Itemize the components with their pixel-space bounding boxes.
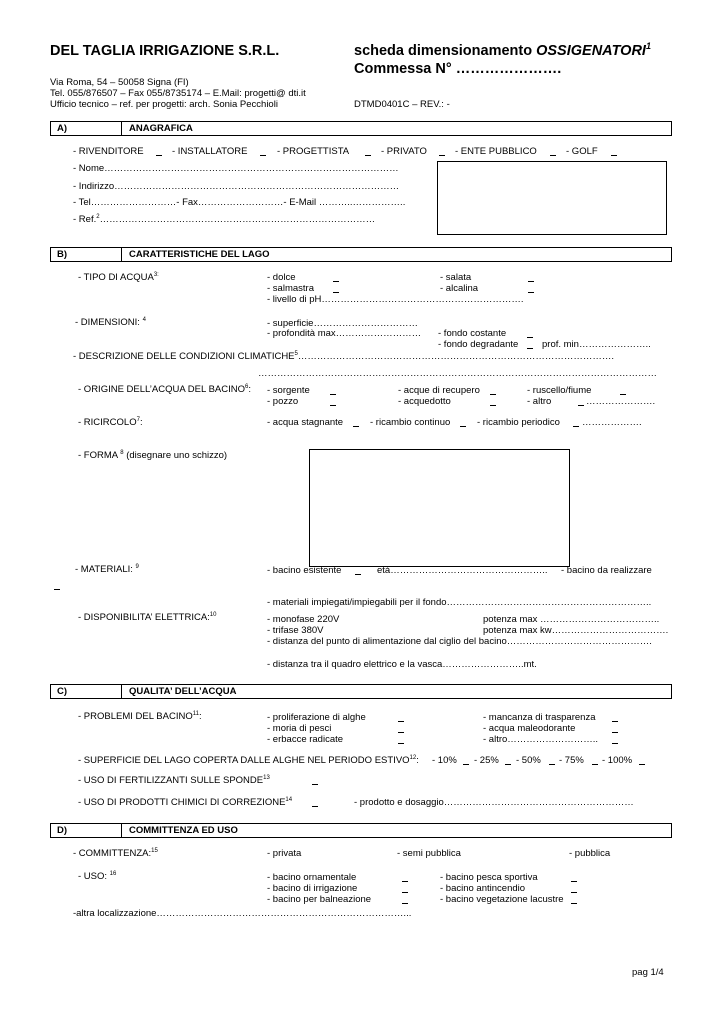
committenza-label: - COMMITTENZA:$^{15}$ — [73, 847, 158, 859]
checkbox-10[interactable] — [463, 758, 469, 765]
option-fondo-costante: - fondo costante — [438, 328, 507, 339]
checkbox-altro-origine[interactable] — [578, 399, 584, 406]
field-prof-min[interactable]: prof. min………………….. — [542, 339, 651, 350]
option-10: - 10% — [432, 755, 457, 766]
option-privata[interactable]: - privata — [267, 848, 302, 859]
checkbox-erbacce[interactable] — [398, 737, 404, 744]
checkbox-50[interactable] — [549, 758, 555, 765]
checkbox-bacino-pesca[interactable] — [571, 875, 577, 882]
option-altro-origine: - altro — [527, 396, 552, 407]
field-superficie[interactable]: - superficie…………………………… — [267, 318, 418, 329]
form-title: scheda dimensionamento OSSIGENATORI$^1$ — [354, 41, 651, 59]
checkbox-75[interactable] — [592, 758, 598, 765]
role-golf: - GOLF — [566, 146, 598, 157]
option-ricambio-periodico: - ricambio periodico — [477, 417, 560, 428]
section-a-header: A) ANAGRAFICA — [50, 121, 672, 136]
dimensioni-label: - DIMENSIONI: $^4$ — [75, 316, 146, 328]
option-ruscello: - ruscello/fiume — [527, 385, 592, 396]
option-semi-pubblica[interactable]: - semi pubblica — [397, 848, 461, 859]
option-bacino-pesca: - bacino pesca sportiva — [440, 872, 538, 883]
option-fondo-degradante: - fondo degradante — [438, 339, 519, 350]
role-privato: - PRIVATO — [381, 146, 427, 157]
checkbox-bacino-esistente[interactable] — [355, 568, 361, 575]
option-proliferazione-alghe: - proliferazione di alghe — [267, 712, 366, 723]
checkbox-acquedotto[interactable] — [490, 399, 496, 406]
field-profondita-max[interactable]: - profondità max……………………… — [267, 328, 422, 339]
forma-label: - FORMA $^8$ (disegnare uno schizzo) — [78, 449, 228, 461]
uso-label: - USO: $^{16}$ — [78, 870, 117, 882]
checkbox-100[interactable] — [639, 758, 645, 765]
elettrica-label: - DISPONIBILITA’ ELETTRICA:$^{10}$ — [78, 611, 217, 623]
fertilizzanti-label: - USO DI FERTILIZZANTI SULLE SPONDE$^{13}$ — [78, 774, 270, 786]
superficie-alghe-label: - SUPERFICIE DEL LAGO COPERTA DALLE ALGHE NEL PERIODO ESTIVO$^{12}$: — [78, 754, 419, 766]
company-address: Via Roma, 54 – 50058 Signa (FI) — [50, 77, 189, 88]
company-contacts: Tel. 055/876507 – Fax 055/8735174 – E.Mail: progetti@ dti.it — [50, 88, 306, 99]
option-25: - 25% — [474, 755, 499, 766]
checkbox-bacino-vegetazione[interactable] — [571, 897, 577, 904]
field-potenza-monofase[interactable]: potenza max ……………………………….. — [483, 614, 660, 625]
field-altra-localizzazione[interactable]: -altra localizzazione……………………………………………………………………... — [73, 908, 412, 919]
tipo-acqua-label: - TIPO DI $ACQUA^{3:}$ — [78, 271, 159, 283]
field-ricircolo[interactable]: ………………. — [582, 417, 642, 428]
checkbox-dolce[interactable] — [333, 275, 339, 282]
checkbox-proliferazione-alghe[interactable] — [398, 715, 404, 722]
option-bacino-irrigazione: - bacino di irrigazione — [267, 883, 358, 894]
checkbox-golf[interactable] — [611, 149, 617, 156]
checkbox-sorgente[interactable] — [330, 388, 336, 395]
field-ref[interactable]: - Ref.$^2$…………………………………………………………………………… — [73, 213, 376, 225]
checkbox-fondo-degradante[interactable] — [527, 342, 533, 349]
option-salmastra: - salmastra — [267, 283, 314, 294]
checkbox-progettista[interactable] — [365, 149, 371, 156]
role-rivenditore: - RIVENDITORE — [73, 146, 144, 157]
option-trifase: - trifase 380V — [267, 625, 324, 636]
option-acquedotto: - acquedotto — [398, 396, 451, 407]
checkbox-ricambio-periodico[interactable] — [573, 420, 579, 427]
checkbox-installatore[interactable] — [260, 149, 266, 156]
option-100: - 100% — [602, 755, 633, 766]
field-prodotto-dosaggio[interactable]: - prodotto e dosaggio…………………………………………………… — [354, 797, 634, 808]
checkbox-acque-recupero[interactable] — [490, 388, 496, 395]
field-tel-fax-email[interactable]: - Tel………………………- Fax………………………- E-Mail ………..…………….. — [73, 197, 406, 208]
checkbox-mancanza-trasparenza[interactable] — [612, 715, 618, 722]
checkbox-bacino-antincendio[interactable] — [571, 886, 577, 893]
page-number: pag 1/4 — [632, 967, 664, 978]
checkbox-rivenditore[interactable] — [156, 149, 162, 156]
option-erbacce: - erbacce radicate — [267, 734, 344, 745]
field-distanza-alimentazione[interactable]: - distanza del punto di alimentazione dal ciglio del bacino………………………………………. — [267, 636, 652, 647]
option-50: - 50% — [516, 755, 541, 766]
field-indirizzo[interactable]: - Indirizzo……………………………………………………………………………… — [73, 181, 400, 192]
option-alcalina: - alcalina — [440, 283, 479, 294]
checkbox-acqua-stagnante[interactable] — [353, 420, 359, 427]
chimici-label: - USO DI PRODOTTI CHIMICI DI CORREZIONE$^{14}$ — [78, 796, 293, 808]
field-nome[interactable]: - Nome………………………………………………………………………………… — [73, 163, 399, 174]
checkbox-alcalina[interactable] — [528, 286, 534, 293]
checkbox-fondo-costante[interactable] — [527, 331, 533, 338]
section-d-header: D) COMMITTENZA ED USO — [50, 823, 672, 838]
sketch-box[interactable] — [309, 449, 570, 567]
problemi-label: - PROBLEMI DEL BACINO$^{11}$: — [78, 710, 202, 722]
option-acque-recupero: - acque di recupero — [398, 385, 480, 396]
option-acqua-stagnante: - acqua stagnante — [267, 417, 344, 428]
checkbox-25[interactable] — [505, 758, 511, 765]
option-bacino-ornamentale: - bacino ornamentale — [267, 872, 357, 883]
option-bacino-esistente: - bacino esistente — [267, 565, 342, 576]
checkbox-bacino-ornamentale[interactable] — [402, 875, 408, 882]
checkbox-bacino-irrigazione[interactable] — [402, 886, 408, 893]
checkbox-ricambio-continuo[interactable] — [460, 420, 466, 427]
field-altro-problemi[interactable]: - altro……………………….. — [483, 734, 599, 745]
checkbox-altro-problemi[interactable] — [612, 737, 618, 744]
option-sorgente: - sorgente — [267, 385, 310, 396]
option-monofase: - monofase 220V — [267, 614, 340, 625]
role-ente-pubblico: - ENTE PUBBLICO — [455, 146, 537, 157]
option-bacino-da-realizzare: - bacino da realizzare — [561, 565, 652, 576]
checkbox-pozzo[interactable] — [330, 399, 336, 406]
field-materiali-fondo[interactable]: - materiali impiegati/impiegabili per il fondo……………………………………………………….. — [267, 597, 652, 608]
clima-field-line[interactable]: ……………………………………………………………………………………………………………… — [258, 368, 657, 379]
origine-label: - ORIGINE DELL’ACQUA DEL BACINO$^6$: — [78, 383, 251, 395]
option-75: - 75% — [559, 755, 584, 766]
commessa-number: Commessa N° …………………. — [354, 61, 562, 77]
materiali-label: - MATERIALI: $^9$ — [75, 563, 139, 575]
option-pubblica[interactable]: - pubblica — [569, 848, 611, 859]
stamp-box[interactable] — [437, 161, 667, 235]
option-pozzo: - pozzo — [267, 396, 299, 407]
checkbox-bacino-balneazione[interactable] — [402, 897, 408, 904]
role-progettista: - PROGETTISTA — [277, 146, 350, 157]
checkbox-chimici[interactable] — [312, 800, 318, 807]
document-code: DTMD0401C – REV.: - — [354, 99, 450, 110]
option-bacino-antincendio: - bacino antincendio — [440, 883, 526, 894]
ricircolo-label: - RICIRCOLO$^7$: — [78, 416, 143, 428]
checkbox-moria-pesci[interactable] — [398, 726, 404, 733]
option-ricambio-continuo: - ricambio continuo — [370, 417, 451, 428]
clima-label: - DESCRIZIONE DELLE CONDIZIONI CLIMATICHE$^5$………………………………………………………………………………………. — [73, 350, 614, 362]
checkbox-salmastra[interactable] — [333, 286, 339, 293]
role-installatore: - INSTALLATORE — [172, 146, 248, 157]
field-eta[interactable]: età………………………………………….. — [377, 565, 548, 576]
option-bacino-balneazione: - bacino per balneazione — [267, 894, 372, 905]
option-acqua-maleodorante: - acqua maleodorante — [483, 723, 576, 734]
field-ph[interactable]: - livello di pH………………………………………………………. — [267, 294, 524, 305]
option-bacino-vegetazione: - bacino vegetazione lacustre — [440, 894, 564, 905]
checkbox-ruscello[interactable] — [620, 388, 626, 395]
checkbox-privato[interactable] — [439, 149, 445, 156]
field-altro-origine[interactable]: …………………. — [586, 396, 656, 407]
checkbox-salata[interactable] — [528, 275, 534, 282]
section-b-header: B) CARATTERISTICHE DEL LAGO — [50, 247, 672, 262]
company-name: DEL TAGLIA IRRIGAZIONE S.R.L. — [50, 43, 280, 59]
checkbox-fertilizzanti[interactable] — [312, 778, 318, 785]
field-distanza-quadro[interactable]: - distanza tra il quadro elettrico e la vasca……………………..mt. — [267, 659, 537, 670]
technical-office: Ufficio tecnico – ref. per progetti: arch. Sonia Pecchioli — [50, 99, 278, 110]
option-moria-pesci: - moria di pesci — [267, 723, 332, 734]
option-dolce: - dolce — [267, 272, 296, 283]
checkbox-ente-pubblico[interactable] — [550, 149, 556, 156]
option-salata: - salata — [440, 272, 472, 283]
checkbox-bacino-da-realizzare[interactable] — [54, 583, 60, 590]
section-c-header: C) QUALITA’ DELL’ACQUA — [50, 684, 672, 699]
option-mancanza-trasparenza: - mancanza di trasparenza — [483, 712, 596, 723]
field-potenza-trifase[interactable]: potenza max kw………………………………. — [483, 625, 669, 636]
checkbox-acqua-maleodorante[interactable] — [612, 726, 618, 733]
